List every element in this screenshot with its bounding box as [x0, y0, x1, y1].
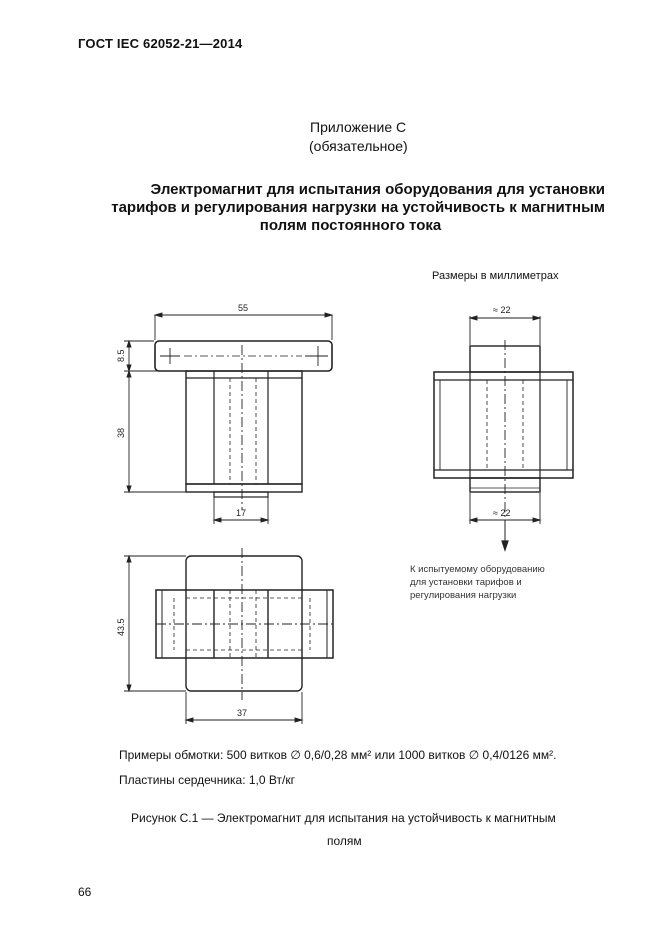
plan-view [156, 548, 333, 700]
winding-note: Примеры обмотки: 500 витков ∅ 0,6/0,28 мм² или 1000 витков ∅ 0,4/0126 мм². [119, 748, 557, 762]
dim-17-label: 17 [236, 508, 247, 518]
main-title-line-3: полям постоянного тока [259, 217, 442, 234]
dim-55-label: 55 [238, 303, 249, 313]
dim-43-5-label: 43.5 [116, 618, 126, 636]
dim-38-label: 38 [116, 427, 126, 438]
arrow-note-line-3: регулирования нагрузки [410, 590, 517, 601]
page-number: 66 [78, 885, 92, 899]
appendix-title: Приложение С [310, 119, 407, 135]
main-title-line-2: тарифов и регулирования нагрузки на устойчивость к магнитным [111, 199, 605, 216]
side-view [155, 341, 332, 510]
figure-caption-line-2: полям [327, 834, 362, 848]
document-header: ГОСТ IEC 62052-21—2014 [78, 36, 243, 51]
dim-8-5-label: 8.5 [116, 349, 126, 362]
output-arrow [502, 520, 508, 550]
appendix-status: (обязательное) [309, 138, 408, 154]
dim-37-label: 37 [237, 708, 248, 718]
plates-note: Пластины сердечника: 1,0 Вт/кг [119, 773, 295, 787]
units-note: Размеры в миллиметрах [432, 270, 559, 282]
arrow-note-line-2: для установки тарифов и [410, 577, 522, 588]
dim-22-top-label: ≈ 22 [493, 305, 511, 315]
dim-22-bottom-label: ≈ 22 [493, 508, 511, 518]
main-title-line-1: Электромагнит для испытания оборудования для установки [150, 181, 605, 198]
arrow-note-line-1: К испытуемому оборудованию [410, 564, 545, 575]
figure-caption-line-1: Рисунок С.1 — Электромагнит для испытания на устойчивость к магнитным [131, 811, 556, 825]
front-view [434, 340, 573, 520]
